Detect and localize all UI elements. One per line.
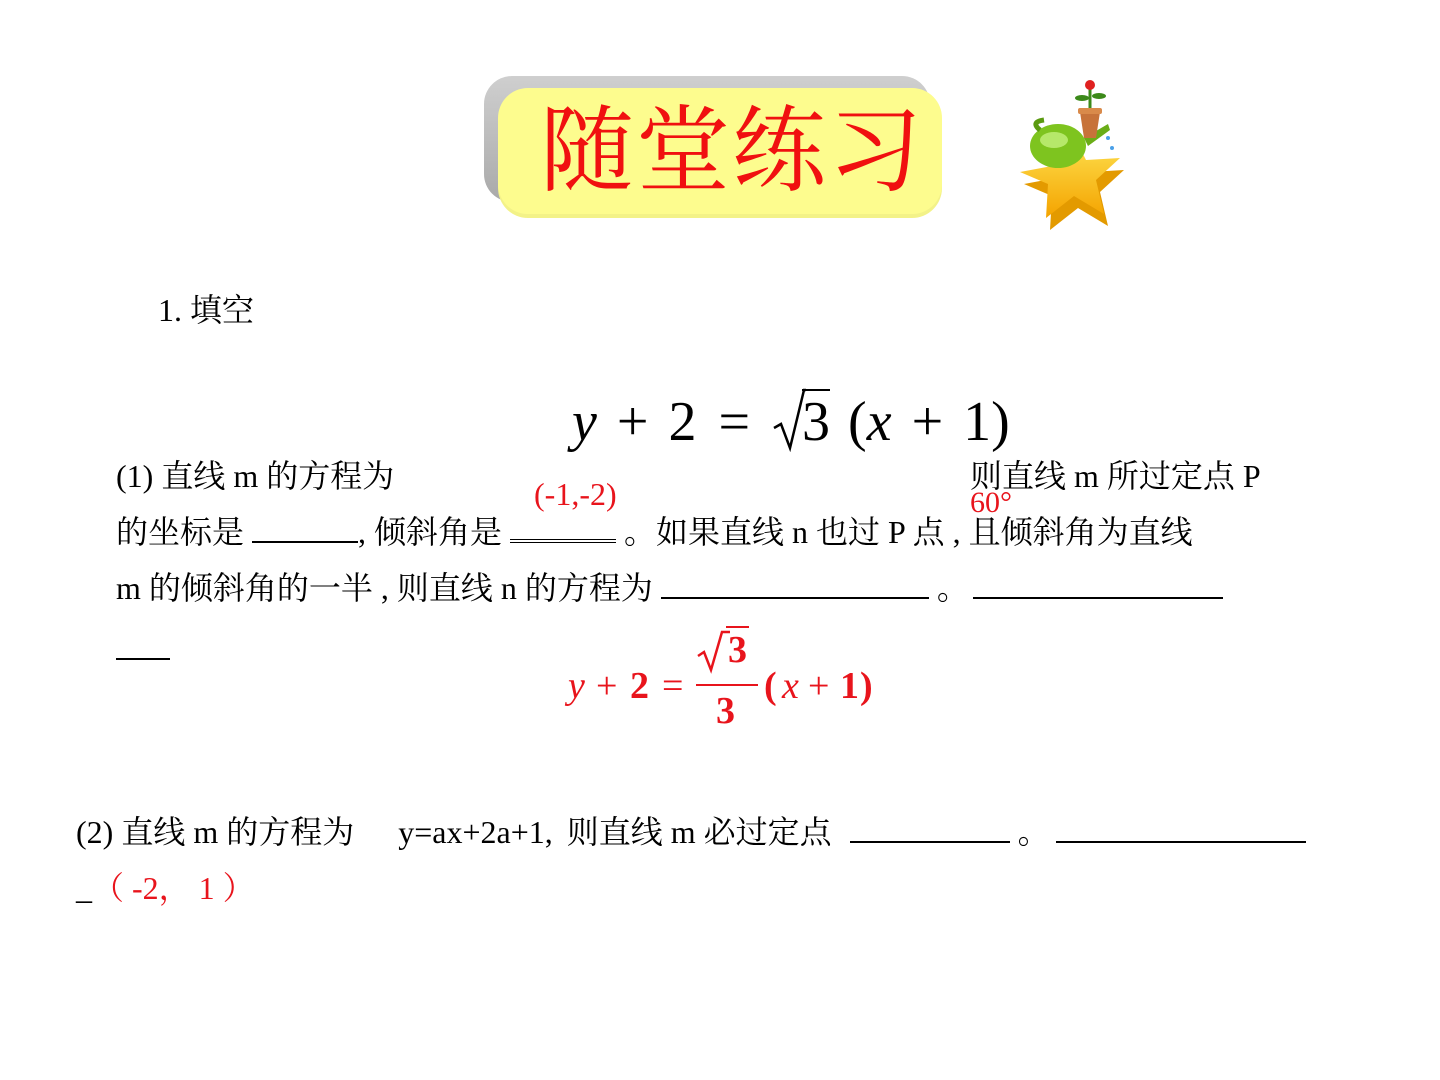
q1-blank-angle [510, 513, 616, 543]
ans-fraction [696, 624, 760, 740]
q2-line1 [76, 812, 1306, 852]
q2-blank-cont [1056, 815, 1306, 843]
ans-plus-2: + [808, 665, 830, 707]
eq-two: 2 [668, 391, 697, 453]
q1-line3 [116, 568, 1223, 608]
ans-two: 2 [630, 665, 649, 707]
q1-line3-a: m 的倾斜角的一半 , 则直线 n 的方程为 [116, 570, 661, 606]
q1-line3-b: 。 [928, 570, 969, 606]
q2-line2 [76, 868, 255, 908]
eq-sqrt-radicand: 3 [802, 391, 831, 453]
q1-line1-end: 则直线 m 所过定点 P [970, 458, 1261, 494]
eq-paren-close: ) [991, 391, 1010, 453]
q1-line2-a: 的坐标是 [116, 514, 253, 550]
ans-paren-open: ( [764, 665, 777, 707]
ans-x: x [782, 665, 799, 707]
ans-y: y [568, 665, 585, 707]
page-title: 随堂练习 [540, 97, 925, 206]
q1-answer-angle: 60° [970, 486, 1012, 519]
ans-denominator: 3 [716, 690, 735, 732]
eq-one: 1 [963, 391, 992, 453]
q1-line2-c: 。如果直线 n 也过 P 点 , 且倾斜角为直线 [616, 514, 1193, 550]
q2-line2-prefix: _ [76, 870, 92, 906]
eq-sqrt [772, 386, 830, 458]
ans-sqrt-radical-icon [696, 630, 730, 674]
q2-equation: y=ax+2a+1, [398, 814, 553, 850]
ans-equals: = [662, 665, 684, 707]
q2-blank-point [850, 815, 1010, 843]
q1-blank-equation-cont [973, 571, 1223, 599]
ans-fraction-bar [696, 684, 758, 686]
q1-intro: (1) 直线 m 的方程为 [116, 458, 395, 494]
ans-sqrt-radicand: 3 [726, 626, 749, 672]
q1-blank-tail [116, 632, 170, 660]
q1-blank-point [252, 515, 358, 543]
ans-paren-close: ) [860, 665, 873, 707]
q2-tail-end: 。 [1009, 814, 1050, 850]
eq-y: y [572, 391, 597, 453]
eq-paren-open: ( [848, 391, 867, 453]
ans-plus: + [596, 665, 618, 707]
q2-intro: (2) 直线 m 的方程为 [76, 814, 355, 850]
q1-answer-point: (-1,-2) [534, 476, 617, 512]
q2-tail: 则直线 m 必过定点 [566, 814, 832, 850]
eq-x: x [866, 391, 892, 453]
watering-can-star-icon [1010, 76, 1150, 232]
q1-blank-equation [661, 571, 929, 599]
eq-plus: + [616, 391, 649, 453]
q1-line2 [116, 512, 1193, 552]
eq-equals: = [718, 391, 751, 453]
section-label: 1. 填空 [158, 292, 255, 328]
eq-plus-2: + [911, 391, 944, 453]
q1-line2-b: , 倾斜角是 [358, 514, 511, 550]
ans-one: 1 [840, 665, 859, 707]
q1-equation [572, 386, 1010, 458]
sqrt-radical-icon [772, 388, 806, 452]
q2-answer: （ -2， 1 ） [92, 870, 255, 906]
